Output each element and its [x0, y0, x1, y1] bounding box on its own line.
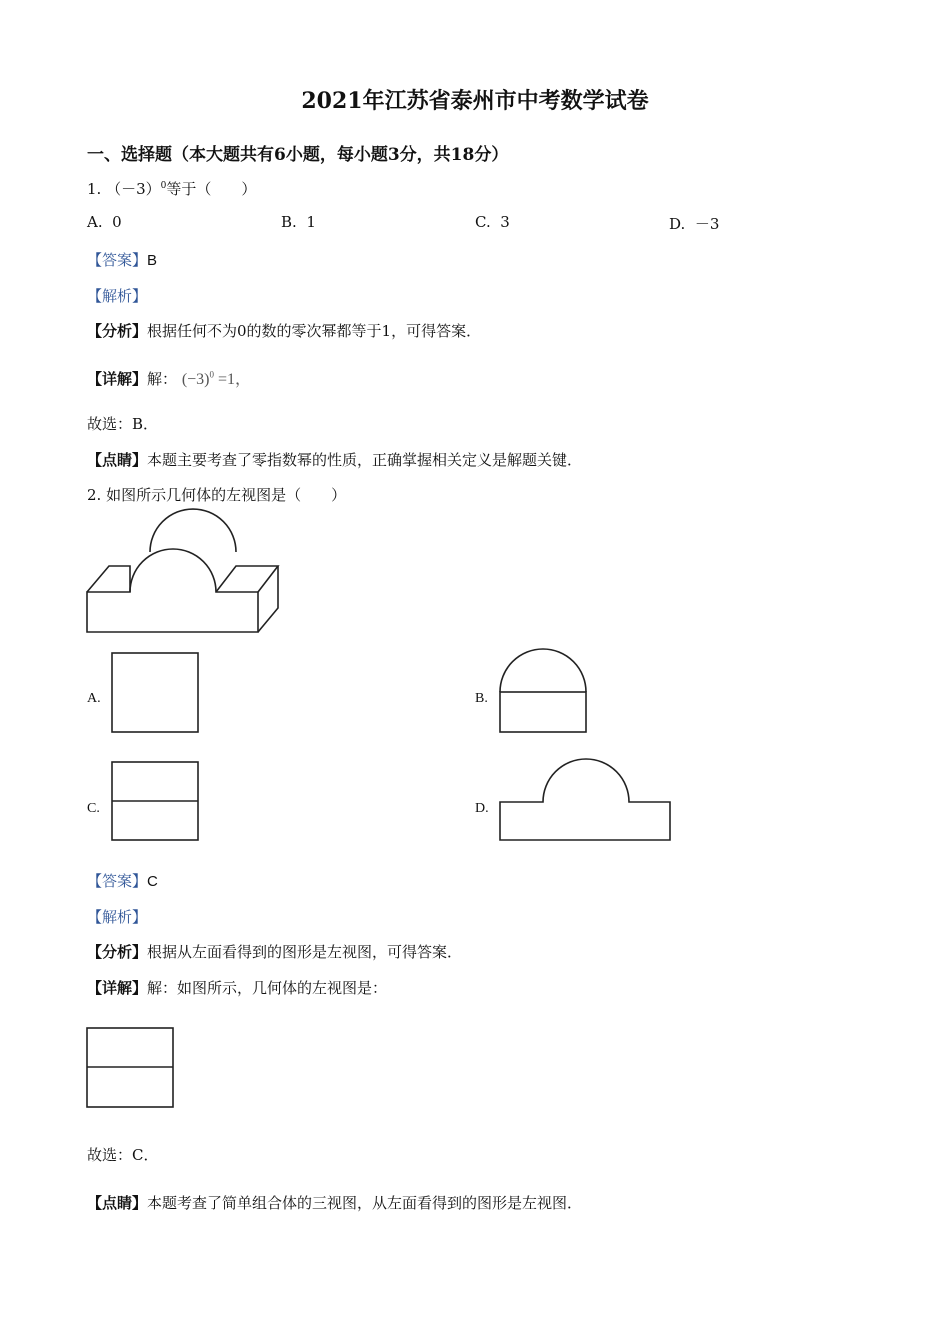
option-b-rect — [500, 692, 586, 732]
q2-option-c-label: C. — [87, 801, 100, 816]
q1-option-c: C. 3 — [475, 213, 510, 231]
left-top-face — [87, 566, 130, 592]
q1-option-d: D. －3 — [669, 215, 720, 233]
q2-fenxi: 【分析】根据从左面看得到的图形是左视图，可得答案． — [87, 943, 463, 961]
q2-answer — [87, 870, 158, 891]
q1-stem-tail: 等于（ ） — [166, 180, 257, 198]
option-b-arc — [500, 649, 586, 692]
q2-detail: 【详解】解：如图所示，几何体的左视图是： — [87, 979, 388, 997]
q2-option-b-label: B. — [475, 691, 488, 706]
q1-formula: $(-3)^0 =1$， — [181, 369, 252, 388]
page-title: 2021年江苏省泰州市中考数学试卷 — [301, 88, 649, 114]
q1-option-a: A. 0 — [87, 213, 122, 231]
q2-stem-text: 如图所示几何体的左视图是（ ） — [106, 486, 347, 504]
right-side-face — [258, 566, 278, 632]
answer-tag: 【答案】 — [87, 252, 148, 269]
answer-tag: 【答案】 — [87, 873, 148, 890]
q1-choose: 故选：B． — [87, 415, 159, 433]
q1-option-b: B. 1 — [281, 213, 316, 231]
q1-fenxi: 【分析】根据任何不为0的数的零次幂都等于1，可得答案． — [87, 322, 482, 340]
q2-choose: 故选：C． — [87, 1146, 159, 1164]
q1-stem-exponent: 0 — [160, 181, 167, 191]
q2-analysis-tag: 【解析】 — [87, 909, 148, 926]
q1-analysis-tag: 【解析】 — [87, 288, 148, 305]
q1-detail: 【详解】解： $(-3)^0 =1$， — [87, 369, 252, 388]
option-d-shape — [500, 759, 670, 840]
right-top-face — [216, 566, 278, 592]
q2-number: 2. — [87, 486, 102, 504]
option-a-square — [112, 653, 198, 732]
q1-comment: 【点睛】本题主要考查了零指数幂的性质，正确掌握相关定义是解题关键． — [87, 451, 583, 469]
q2-option-d-label: D. — [475, 801, 489, 816]
section-heading: 一、选择题（本大题共有6小题，每小题3分，共18分） — [87, 145, 509, 165]
q2-comment: 【点睛】本题考查了简单组合体的三视图，从左面看得到的图形是左视图． — [87, 1194, 583, 1212]
answer-value: B — [147, 252, 158, 269]
q1-stem-base: （－3） — [106, 180, 161, 198]
back-dome-arc — [150, 509, 236, 552]
solid-figure — [87, 509, 278, 632]
q2-option-a-label: A. — [87, 691, 101, 706]
answer-value: C — [147, 873, 158, 890]
front-face — [87, 549, 258, 632]
q1-number: 1. — [87, 180, 102, 198]
